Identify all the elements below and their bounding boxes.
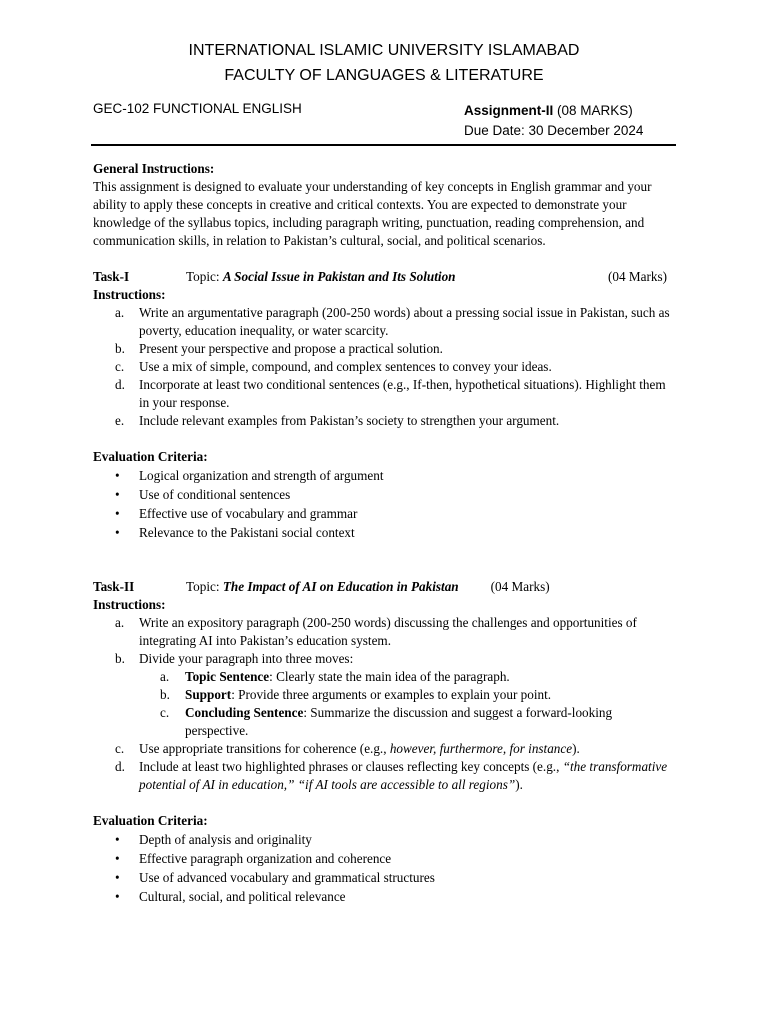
- list-item: b. Divide your paragraph into three moves: a. Topic Sentence: Clearly state the main idea of the paragraph. b. Support: Provide three arguments or examples to explain your point. c. Concluding Sentence: Summarize the discussion and suggest a forward-looking perspective.: [93, 650, 678, 740]
- task2-criteria-list: [93, 830, 678, 906]
- moves-list: [139, 668, 678, 740]
- general-instructions-text: This assignment is designed to evaluate your understanding of key concepts in English grammar and your ability to apply these concepts in creative and critical contexts. You are expected to demonstrate your knowledge of the syllabus topics, including paragraph writing, punctuation, reading comprehension, and communication skills, in relation to Pakistan’s cultural, social, and political scenarios.: [93, 179, 652, 248]
- list-item: a. Write an argumentative paragraph (200-250 words) about a pressing social issue in Pakistan, such as poverty, education inequality, or water scarcity.: [115, 305, 670, 338]
- criteria-item: • Effective use of vocabulary and grammar: [93, 504, 678, 523]
- criteria-item: • Cultural, social, and political relevance: [93, 887, 678, 906]
- task1-criteria-list: [93, 466, 678, 542]
- university-title: INTERNATIONAL ISLAMIC UNIVERSITY ISLAMABAD: [188, 42, 580, 59]
- criteria-item: • Depth of analysis and originality: [93, 830, 678, 849]
- move-item: a. Topic Sentence: Clearly state the main idea of the paragraph.: [160, 669, 510, 684]
- list-item: e. Include relevant examples from Pakistan’s society to strengthen your argument.: [115, 413, 560, 428]
- task2-topic: The Impact of AI on Education in Pakistan: [222, 579, 459, 594]
- task1-topic-prefix: Topic:: [186, 269, 223, 284]
- task2-label: Task-II: [93, 579, 135, 594]
- task1-instructions-list: [93, 304, 678, 430]
- move-item: b. Support: Provide three arguments or examples to explain your point.: [160, 687, 552, 702]
- task2-header: [93, 578, 678, 596]
- faculty-title: FACULTY OF LANGUAGES & LITERATURE: [224, 67, 544, 84]
- assignment-marks: (08 MARKS): [553, 103, 633, 118]
- criteria-item: • Effective paragraph organization and coherence: [93, 849, 678, 868]
- task2-instructions-list: [93, 614, 678, 794]
- move-item: c. Concluding Sentence: Summarize the discussion and suggest a forward-looking perspective.: [160, 705, 613, 738]
- document-body: [93, 160, 678, 906]
- list-item: a. Write an expository paragraph (200-250 words) discussing the challenges and opportunities of integrating AI into Pakistan’s education system.: [115, 615, 637, 648]
- task2-criteria-heading: Evaluation Criteria:: [93, 813, 208, 828]
- task1-label: Task-I: [93, 269, 130, 284]
- criteria-item: • Use of conditional sentences: [93, 485, 678, 504]
- task1-header: [93, 268, 678, 286]
- list-item: d. Include at least two highlighted phrases or clauses reflecting key concepts (e.g., “the transformative potential of AI in education,” “if AI tools are accessible to all regions”).: [115, 759, 668, 792]
- task2-topic-prefix: Topic:: [186, 579, 223, 594]
- list-item: d. Incorporate at least two conditional sentences (e.g., If-then, hypothetical situations). Highlight them in your response.: [115, 377, 666, 410]
- criteria-item: • Relevance to the Pakistani social context: [93, 523, 678, 542]
- list-item: b. Present your perspective and propose a practical solution.: [115, 341, 443, 356]
- task2-instructions-heading: Instructions:: [93, 597, 166, 612]
- assignment-title: Assignment-II: [464, 103, 554, 118]
- task1-criteria-heading: Evaluation Criteria:: [93, 449, 208, 464]
- general-instructions-heading: General Instructions:: [93, 161, 215, 176]
- task1-instructions-heading: Instructions:: [93, 287, 166, 302]
- list-item: c. Use a mix of simple, compound, and complex sentences to convey your ideas.: [115, 359, 552, 374]
- criteria-item: • Logical organization and strength of argument: [93, 466, 678, 485]
- list-item: c. Use appropriate transitions for coherence (e.g., however, furthermore, for instance).: [115, 741, 580, 756]
- task1-marks: (04 Marks): [608, 269, 667, 284]
- task2-marks: (04 Marks): [490, 579, 550, 594]
- assignment-info: [464, 101, 643, 141]
- due-date: Due Date: 30 December 2024: [464, 123, 644, 138]
- course-code: GEC-102 FUNCTIONAL ENGLISH: [93, 101, 302, 116]
- criteria-item: • Use of advanced vocabulary and grammatical structures: [93, 868, 678, 887]
- header-divider: [91, 144, 676, 146]
- task1-topic: A Social Issue in Pakistan and Its Solution: [222, 269, 456, 284]
